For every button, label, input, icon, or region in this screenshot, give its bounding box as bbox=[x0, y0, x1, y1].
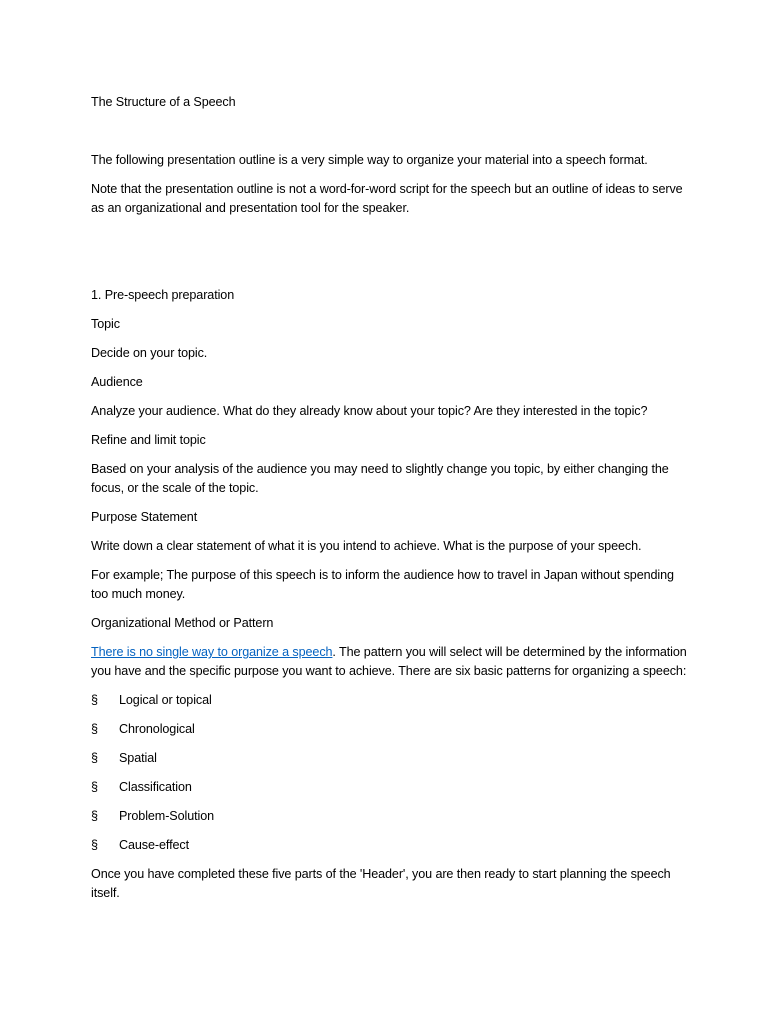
topic-body: Decide on your topic. bbox=[91, 346, 208, 360]
audience-body: Analyze your audience. What do they already know about your topic? Are they interested in the topic? bbox=[91, 404, 648, 418]
intro-paragraph-2: Note that the presentation outline is not a word-for-word script for the speech but an outline of ideas to serve as an organizational and presentation tool for the speaker. bbox=[91, 182, 683, 215]
list-item bbox=[91, 691, 691, 710]
list-item-label: Problem-Solution bbox=[119, 809, 214, 823]
organization-paragraph bbox=[91, 643, 691, 681]
section-sign-icon: § bbox=[91, 722, 98, 736]
list-item bbox=[91, 836, 691, 855]
section-sign-icon: § bbox=[91, 780, 98, 794]
document-body bbox=[91, 93, 691, 913]
list-item-label: Logical or topical bbox=[119, 693, 212, 707]
refine-body: Based on your analysis of the audience you may need to slightly change you topic, by either changing the focus, or the scale of the topic. bbox=[91, 462, 669, 495]
purpose-heading: Purpose Statement bbox=[91, 510, 198, 524]
section-sign-icon: § bbox=[91, 838, 98, 852]
list-item bbox=[91, 778, 691, 797]
list-item-label: Classification bbox=[119, 780, 192, 794]
organization-heading: Organizational Method or Pattern bbox=[91, 616, 274, 630]
document-title: The Structure of a Speech bbox=[91, 95, 236, 109]
list-item bbox=[91, 720, 691, 739]
section-sign-icon: § bbox=[91, 751, 98, 765]
closing-paragraph: Once you have completed these five parts of the 'Header', you are then ready to start planning the speech itself. bbox=[91, 867, 671, 900]
audience-heading: Audience bbox=[91, 375, 143, 389]
purpose-body: Write down a clear statement of what it is you intend to achieve. What is the purpose of your speech. bbox=[91, 539, 642, 553]
organize-speech-link[interactable]: There is no single way to organize a speech bbox=[91, 645, 333, 659]
purpose-example: For example; The purpose of this speech is to inform the audience how to travel in Japan without spending too much money. bbox=[91, 568, 674, 601]
intro-paragraph-1: The following presentation outline is a very simple way to organize your material into a speech format. bbox=[91, 153, 648, 167]
pattern-list bbox=[91, 691, 691, 855]
list-item-label: Cause-effect bbox=[119, 838, 189, 852]
refine-heading: Refine and limit topic bbox=[91, 433, 206, 447]
list-item bbox=[91, 749, 691, 768]
list-item-label: Spatial bbox=[119, 751, 157, 765]
section-sign-icon: § bbox=[91, 693, 98, 707]
list-item-label: Chronological bbox=[119, 722, 195, 736]
section-sign-icon: § bbox=[91, 809, 98, 823]
section-heading-pre-speech: 1. Pre-speech preparation bbox=[91, 288, 235, 302]
list-item bbox=[91, 807, 691, 826]
organization-body: . The pattern you will select will be determined by the information you have and the specific purpose you want to achieve. There are six basic patterns for organizing a speech: bbox=[91, 645, 687, 678]
topic-heading: Topic bbox=[91, 317, 120, 331]
